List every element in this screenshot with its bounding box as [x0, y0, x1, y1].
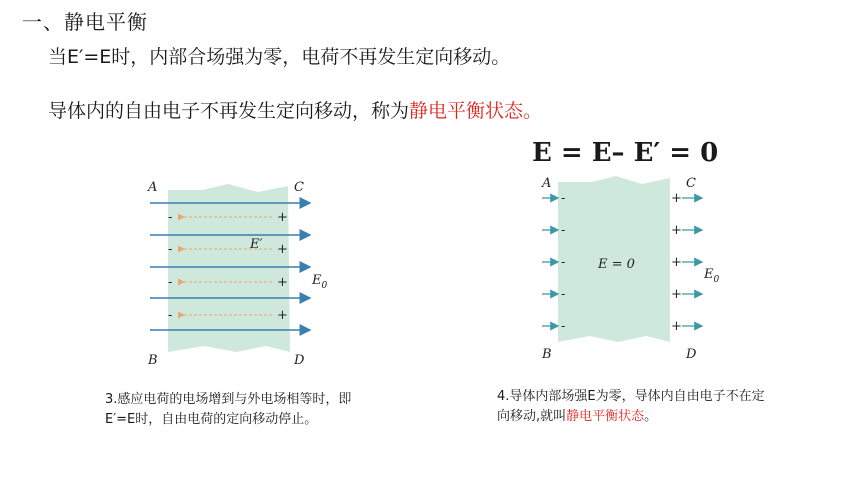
- definition-text: [48, 96, 542, 123]
- corner-label-b: B: [148, 353, 158, 368]
- positive-charge: +: [671, 287, 682, 302]
- positive-charge: +: [277, 242, 288, 257]
- negative-charge: -: [561, 287, 566, 302]
- caption-right-highlight: 静电平衡状态: [566, 409, 645, 424]
- external-field-label: $E_0$: [704, 267, 720, 285]
- caption-right: [497, 387, 767, 427]
- section-heading: 一、静电平衡: [22, 10, 148, 34]
- corner-label-d: D: [686, 347, 697, 362]
- positive-charge: +: [277, 210, 288, 225]
- induced-field-label: E′: [250, 237, 263, 252]
- diagram-zero-field: [530, 170, 740, 366]
- negative-charge: -: [561, 255, 566, 270]
- corner-label-a: A: [542, 176, 552, 191]
- conductor-slab: [168, 184, 290, 352]
- internal-field-label: E = 0: [598, 257, 635, 272]
- condition-text: 当E′=E时，内部合场强为零，电荷不再发生定向移动。: [48, 46, 511, 68]
- corner-label-d: D: [294, 353, 305, 368]
- definition-highlight: 静电平衡状态。: [409, 100, 543, 122]
- corner-label-a: A: [148, 180, 158, 195]
- external-field-arrows-left: [542, 198, 558, 326]
- caption-left: 3.感应电荷的电场增到与外电场相等时，即E′=E时，自由电荷的定向移动停止。: [105, 392, 352, 427]
- negative-charge: -: [561, 191, 566, 206]
- definition-prefix: 导体内的自由电子不再发生定向移动，称为: [48, 100, 410, 122]
- corner-label-c: C: [686, 176, 696, 191]
- positive-charge: +: [671, 191, 682, 206]
- negative-charge: -: [561, 319, 566, 334]
- positive-charge: +: [671, 319, 682, 334]
- diagram-induced-field: [140, 176, 340, 372]
- negative-charge: -: [168, 275, 173, 290]
- positive-charge: +: [671, 223, 682, 238]
- positive-charge: +: [277, 275, 288, 290]
- corner-label-c: C: [294, 180, 304, 195]
- corner-label-b: B: [542, 347, 552, 362]
- external-field-label: $E_0$: [312, 273, 328, 291]
- balance-formula: E = E– E′ = 0: [532, 138, 719, 168]
- negative-charge: -: [168, 242, 173, 257]
- positive-charge: +: [277, 308, 288, 323]
- caption-right-suffix: 。: [644, 409, 658, 424]
- negative-charge: -: [168, 308, 173, 323]
- negative-charge: -: [561, 223, 566, 238]
- positive-charge: +: [671, 255, 682, 270]
- external-field-arrows-right: [682, 198, 702, 326]
- caption-right-prefix: 4.导体内部场强E为零，导体内自由电子不在定向移动,就叫: [497, 389, 765, 424]
- negative-charge: -: [168, 210, 173, 225]
